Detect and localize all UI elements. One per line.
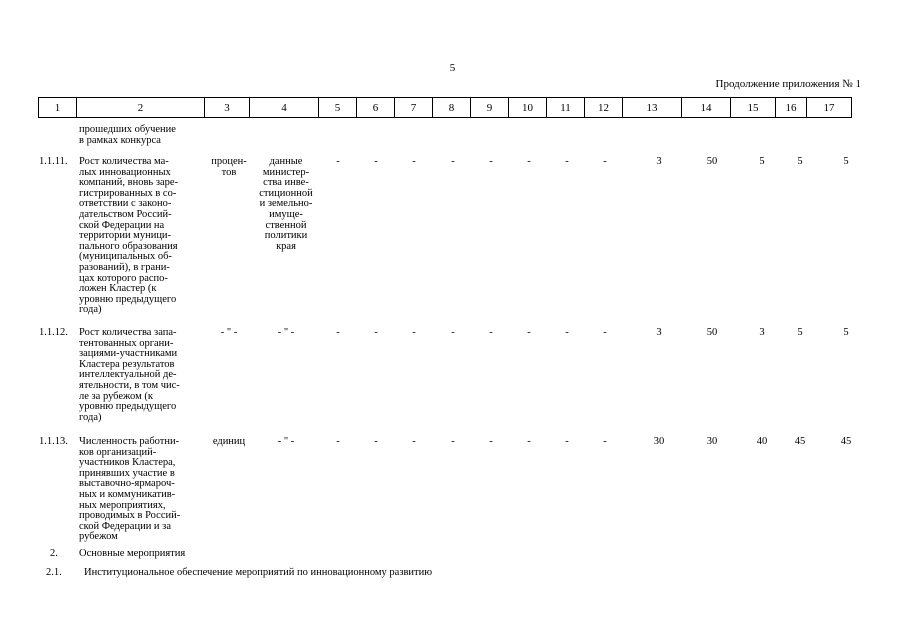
section-2-number: 2. — [50, 548, 58, 559]
header-row — [39, 98, 852, 118]
value-cell: - — [451, 436, 455, 447]
text-line: рубежом — [79, 531, 118, 543]
text-line: Рост количества ма- — [79, 156, 169, 167]
text-line: Рост количества запа- — [79, 327, 177, 338]
value-cell: - — [527, 436, 531, 447]
text-line: процен- — [211, 156, 247, 167]
text-line: и земельно- — [259, 198, 313, 210]
value-cell: - — [374, 436, 378, 447]
text-line: ков организаций- — [79, 446, 157, 458]
value-cell: - — [489, 436, 493, 447]
row-number: 1.1.11. — [39, 156, 68, 167]
text-line: ства инве- — [263, 177, 309, 189]
value-cell: - — [451, 327, 455, 338]
header-cell: 3 — [205, 98, 250, 118]
value-cell: - — [336, 156, 340, 167]
text-line: - " - — [220, 327, 238, 338]
value-cell: - — [565, 436, 569, 447]
text-line: ятельности, в том чис- — [79, 379, 180, 391]
value-cell: - — [489, 156, 493, 167]
value-cell: 5 — [759, 156, 765, 167]
text-line: лых инновационных — [79, 166, 171, 178]
indicator-text — [79, 328, 207, 423]
text-line: края — [276, 240, 296, 252]
value-cell: 5 — [797, 156, 803, 167]
text-line: данные — [269, 156, 303, 167]
value-cell: - — [336, 327, 340, 338]
value-cell: - — [527, 327, 531, 338]
value-cell: - — [412, 327, 416, 338]
header-cell: 17 — [807, 98, 852, 118]
text-line: министер- — [262, 166, 310, 178]
unit-cell — [205, 328, 253, 339]
value-cell: 45 — [794, 436, 806, 447]
text-line: ственной — [265, 219, 307, 231]
value-cell: 45 — [840, 436, 852, 447]
value-cell: - — [527, 156, 531, 167]
text-line: года) — [79, 411, 102, 423]
text-line: гистрированных в со- — [79, 187, 177, 199]
text-line: пального образования — [79, 240, 178, 252]
text-line: прошедших обучение — [79, 124, 176, 135]
text-line: года) — [79, 304, 102, 316]
unit-cell — [205, 437, 253, 448]
text-line: цах которого распо- — [79, 272, 168, 284]
text-line: ской Федерации и за — [79, 520, 171, 532]
source-cell — [250, 157, 322, 252]
header-cell: 5 — [319, 98, 357, 118]
value-cell: - — [603, 436, 607, 447]
value-cell: - — [565, 156, 569, 167]
row-number: 1.1.13. — [39, 436, 68, 447]
section-2-title: Основные мероприятия — [79, 548, 186, 559]
value-cell: 50 — [706, 156, 718, 167]
header-cell: 4 — [250, 98, 319, 118]
header-cell: 12 — [585, 98, 623, 118]
text-line: ответствии с законо- — [79, 198, 172, 210]
value-cell: 30 — [706, 436, 718, 447]
value-cell: - — [336, 436, 340, 447]
source-cell — [250, 437, 322, 448]
text-line: (муниципальных об- — [79, 251, 172, 263]
row-number: 1.1.12. — [39, 327, 68, 338]
text-line: принявших участие в — [79, 467, 175, 479]
text-line: в рамках конкурса — [79, 134, 161, 146]
text-line: стиционной — [259, 187, 313, 199]
text-line: имуще- — [269, 208, 303, 220]
value-cell: - — [603, 156, 607, 167]
continuation-note: Продолжение приложения № 1 — [715, 78, 861, 90]
header-cell: 13 — [623, 98, 682, 118]
header-cell: 14 — [682, 98, 731, 118]
header-cell: 15 — [731, 98, 776, 118]
value-cell: 5 — [843, 156, 849, 167]
text-line: участников Кластера, — [79, 457, 176, 469]
unit-cell — [205, 157, 253, 178]
text-line: - " - — [277, 327, 295, 338]
header-cell: 2 — [77, 98, 205, 118]
text-line: ле за рубежом (к — [79, 390, 153, 402]
text-line: Численность работни- — [79, 436, 180, 447]
value-cell: 5 — [797, 327, 803, 338]
carry-over-text — [79, 125, 207, 146]
header-cell: 1 — [39, 98, 77, 118]
text-line: зациями-участниками — [79, 348, 178, 360]
value-cell: 50 — [706, 327, 718, 338]
text-line: разований), в грани- — [79, 261, 170, 273]
value-cell: 3 — [656, 156, 662, 167]
value-cell: - — [374, 156, 378, 167]
text-line: компаний, вновь заре- — [79, 177, 179, 189]
value-cell: 3 — [656, 327, 662, 338]
text-line: уровню предыдущего — [79, 293, 177, 305]
section-2-1-number: 2.1. — [46, 567, 62, 578]
text-line: уровню предыдущего — [79, 401, 177, 413]
text-line: - " - — [277, 436, 295, 447]
text-line: проводимых в Россий- — [79, 510, 181, 522]
text-line: интеллектуальной де- — [79, 369, 177, 381]
text-line: территории муници- — [79, 230, 172, 242]
text-line: единиц — [212, 436, 246, 447]
text-line: ложен Кластер (к — [79, 283, 157, 295]
text-line: ской Федерации на — [79, 219, 165, 231]
text-line: тентованных органи- — [79, 337, 174, 349]
value-cell: - — [412, 156, 416, 167]
header-cell: 6 — [357, 98, 395, 118]
header-cell: 8 — [433, 98, 471, 118]
value-cell: - — [412, 436, 416, 447]
section-2-1-title: Институциональное обеспечение мероприятий по инновационному развитию — [84, 567, 433, 578]
text-line: ных мероприятиях, — [79, 499, 166, 511]
value-cell: 5 — [843, 327, 849, 338]
text-line: тов — [221, 166, 237, 178]
value-cell: - — [603, 327, 607, 338]
value-cell: - — [451, 156, 455, 167]
indicator-text — [79, 437, 207, 543]
header-cell: 9 — [471, 98, 509, 118]
page-number: 5 — [449, 62, 456, 74]
source-cell — [250, 328, 322, 339]
text-line: дательством Россий- — [79, 208, 172, 220]
column-header-table — [38, 97, 852, 118]
text-line: Кластера результатов — [79, 358, 175, 370]
indicator-text — [79, 157, 207, 316]
value-cell: 30 — [653, 436, 665, 447]
text-line: выставочно-ярмароч- — [79, 478, 175, 490]
value-cell: - — [489, 327, 493, 338]
value-cell: - — [565, 327, 569, 338]
value-cell: - — [374, 327, 378, 338]
header-cell: 11 — [547, 98, 585, 118]
header-cell: 16 — [776, 98, 807, 118]
header-cell: 10 — [509, 98, 547, 118]
header-cell: 7 — [395, 98, 433, 118]
value-cell: 3 — [759, 327, 765, 338]
value-cell: 40 — [756, 436, 768, 447]
text-line: политики — [264, 230, 308, 242]
text-line: ных и коммуникатив- — [79, 488, 176, 500]
